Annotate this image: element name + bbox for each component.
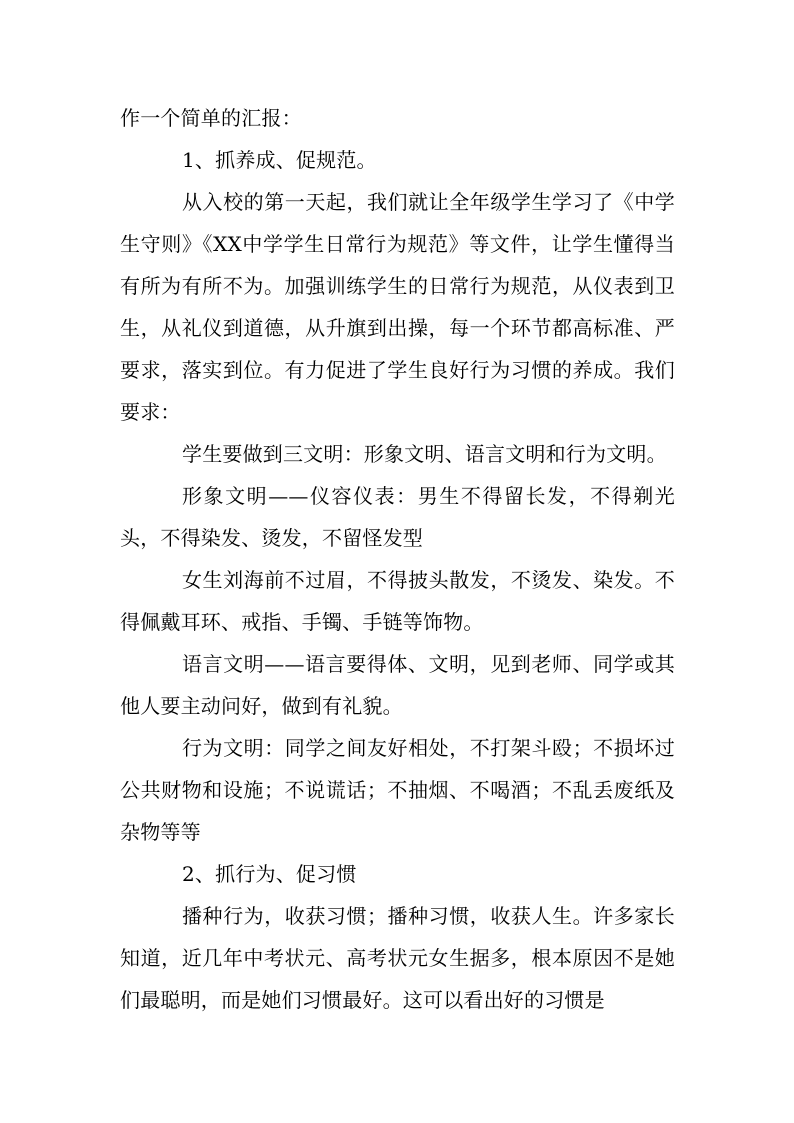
paragraph-rules-study: 从入校的第一天起，我们就让全年级学生学习了《中学生守则》《XX中学学生日常行为规范》等文件，让学生懂得当有所为有所不为。加强训练学生的日常行为规范，从仪表到卫生，从礼仪到道德，从升旗到出操，每一个环节都高标准、严要求，落实到位。有力促进了学生良好行为习惯的养成。我们要求： [120, 190, 675, 424]
paragraph-image-civility: 形象文明——仪容仪表：男生不得留长发，不得剃光头，不得染发、烫发，不留怪发型 [120, 484, 675, 550]
document-page [120, 97, 675, 1021]
paragraph-girls-rules: 女生刘海前不过眉，不得披头散发，不烫发、染发。不得佩戴耳环、戒指、手镯、手链等饰物。 [120, 568, 675, 634]
section-heading-1: 1、抓养成、促规范。 [182, 148, 377, 172]
paragraph-intro: 作一个简单的汇报： [120, 106, 302, 130]
paragraph-language-civility: 语言文明——语言要得体、文明，见到老师、同学或其他人要主动问好，做到有礼貌。 [120, 652, 675, 718]
paragraph-habits: 播种行为，收获习惯；播种习惯，收获人生。许多家长知道，近几年中考状元、高考状元女生据多，根本原因不是她们最聪明，而是她们习惯最好。这可以看出好的习惯是 [120, 904, 675, 1012]
section-heading-2: 2、抓行为、促习惯 [182, 862, 357, 886]
paragraph-three-civilities: 学生要做到三文明：形象文明、语言文明和行为文明。 [182, 442, 667, 466]
paragraph-behavior-civility: 行为文明：同学之间友好相处，不打架斗殴；不损坏过公共财物和设施；不说谎话；不抽烟、不喝酒；不乱丢废纸及杂物等等 [120, 736, 675, 844]
